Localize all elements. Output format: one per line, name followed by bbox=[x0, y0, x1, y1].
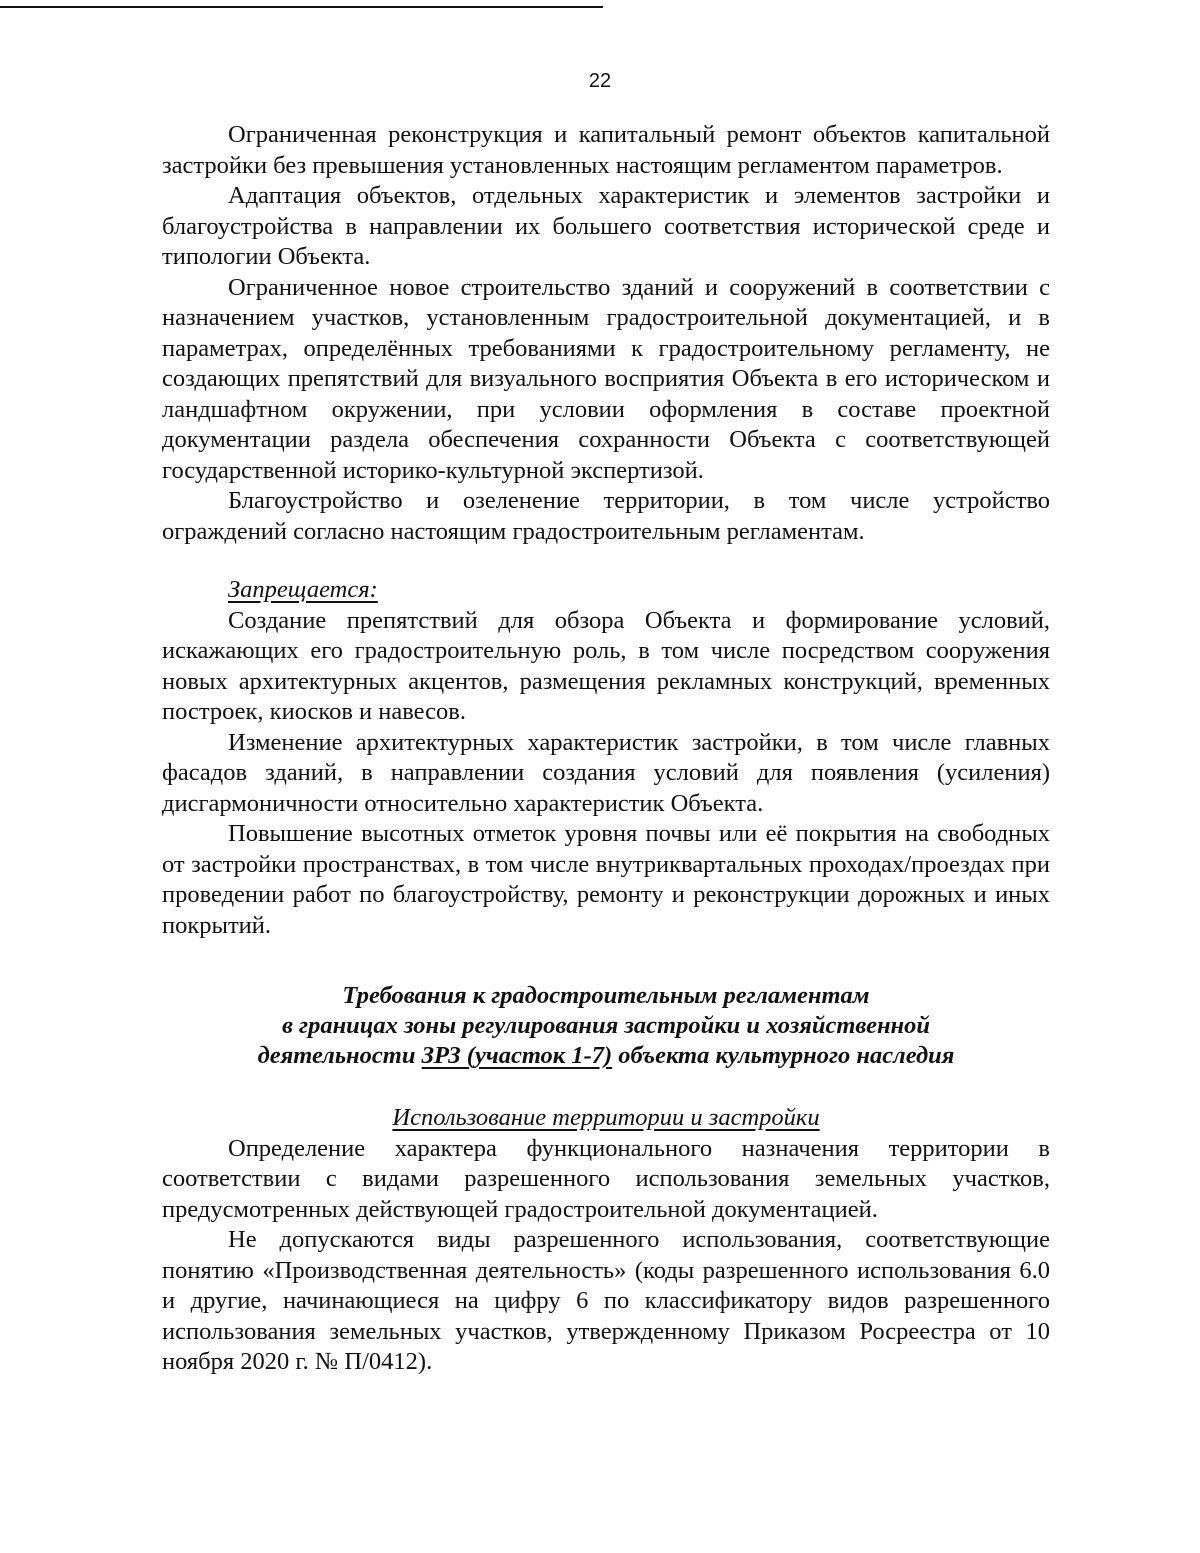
paragraph: Изменение архитектурных характеристик застройки, в том числе главных фасадов зданий, в направлении создания условий для появления (усиления) дисгармоничности относительно характеристик Объекта. bbox=[162, 728, 1050, 817]
section-title-line bbox=[162, 1041, 1050, 1071]
paragraph: Повышение высотных отметок уровня почвы или её покрытия на свободных от застройки пространствах, в том числе внутриквартальных проходах/проездах при проведении работ по благоустройству, ремонту и реконструкции дорожных и иных покрытий. bbox=[162, 820, 1050, 939]
paragraph: Не допускаются виды разрешенного использования, соответствующие понятию «Производственная деятельность» (коды разрешенного использования 6.0 и другие, начинающиеся на цифру 6 по классификатору видов разрешенного использования земельных участков, утвержденному Приказом Росреестра от 10 ноября 2020 г. № П/0412). bbox=[162, 1226, 1050, 1375]
paragraph: Ограниченная реконструкция и капитальный ремонт объектов капитальной застройки без превышения установленных настоящим регламентом параметров. bbox=[162, 121, 1050, 179]
page-number: 22 bbox=[588, 70, 612, 92]
spacer bbox=[162, 1071, 1050, 1103]
zone-code: ЗРЗ (участок 1-7) bbox=[421, 1042, 613, 1069]
paragraph: Благоустройство и озеленение территории, в том числе устройство ограждений согласно настоящим градостроительным регламентам. bbox=[162, 487, 1050, 545]
paragraph: Определение характера функционального назначения территории в соответствии с видами разрешенного использования земельных участков, предусмотренных действующей градостроительной документацией. bbox=[162, 1134, 1050, 1223]
spacer bbox=[162, 547, 1050, 575]
document-body bbox=[162, 120, 1050, 1378]
title-suffix: объекта культурного наследия bbox=[612, 1042, 955, 1069]
paragraph: Создание препятствий для обзора Объекта и формирование условий, искажающих его градостроительную роль, в том числе посредством сооружения новых архитектурных акцентов, размещения рекламных конструкций, временных построек, киосков и навесов. bbox=[162, 606, 1050, 725]
section-title-line: в границах зоны регулирования застройки и хозяйственной bbox=[281, 1012, 931, 1039]
usage-heading: Использование территории и застройки bbox=[392, 1104, 820, 1131]
top-border-line bbox=[0, 6, 603, 8]
spacer bbox=[162, 941, 1050, 981]
paragraph: Ограниченное новое строительство зданий и сооружений в соответствии с назначением участков, установленным градостроительной документацией, и в параметрах, определённых требованиями к градостроительному регламенту, не создающих препятствий для визуального восприятия Объекта в его историческом и ландшафтном окружении, при условии оформления в составе проектной документации раздела обеспечения сохранности Объекта с соответствующей государственной историко-культурной экспертизой. bbox=[162, 273, 1050, 484]
section-title-line: Требования к градостроительным регламентам bbox=[342, 982, 870, 1009]
title-prefix: деятельности bbox=[257, 1042, 422, 1069]
paragraph: Адаптация объектов, отдельных характеристик и элементов застройки и благоустройства в направлении их большего соответствия исторической среде и типологии Объекта. bbox=[162, 182, 1050, 270]
prohibited-heading: Запрещается: bbox=[228, 576, 378, 603]
